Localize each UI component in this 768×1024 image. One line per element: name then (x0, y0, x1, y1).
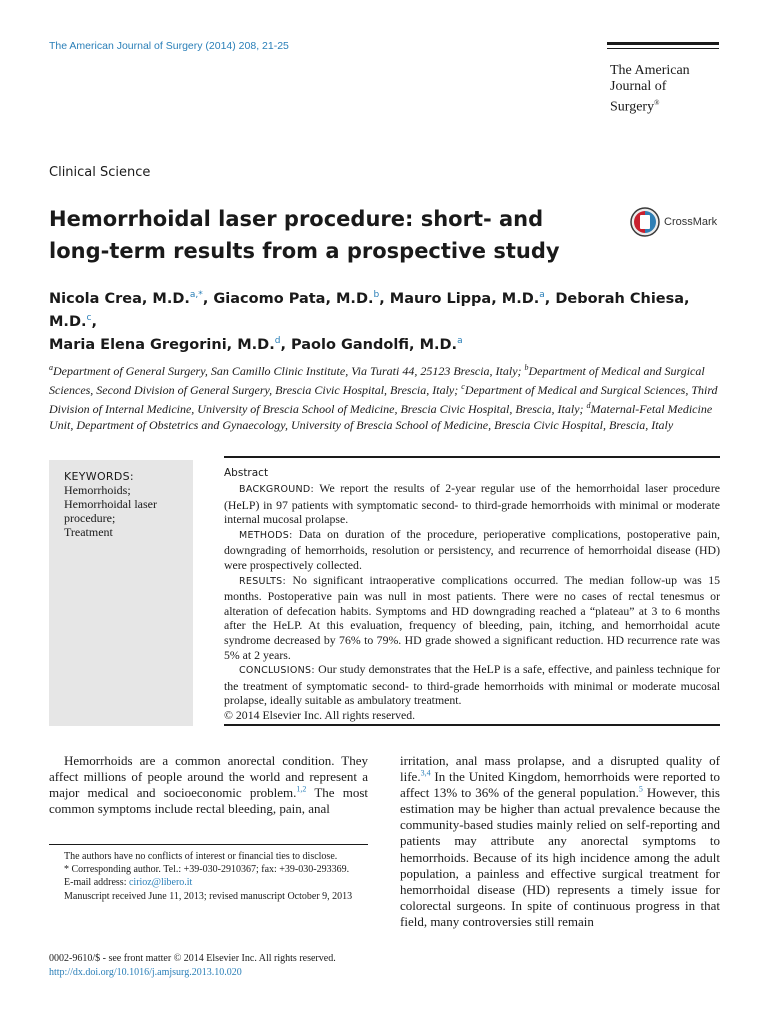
issn-line: 0002-9610/$ - see front matter © 2014 Elsevier Inc. All rights reserved. (49, 953, 336, 964)
abstract-text: No significant intraoperative complications occurred. The median follow-up was 15 months. Postoperative pain was null in most patients. There were no cases of rectal tenesmus or alteration of defecation habits. Symptoms and HD downgrading reached a “plateau” at 3 to 6 months after the HeLP. At this evaluation, frequency of bleeding, pain, itching, and hemorrhoidal acute syndrome decreased by 76% to 79%. HD grade showed a significant reduction. HD recurrence rate was 5% at 2 years. (224, 572, 720, 662)
author-name: Giacomo Pata, M.D. (213, 291, 374, 307)
affiliation-text: Department of Medical and Surgical Sciences, Second Division of General Surgery, Brescia Civic Hospital, Brescia, Italy; (49, 364, 705, 397)
abstract-label: CONCLUSIONS: (239, 665, 315, 677)
footnote-email (49, 876, 368, 889)
footnotes (49, 844, 368, 903)
author-affiliation-mark[interactable]: c (86, 313, 92, 324)
author-affiliation-mark[interactable]: a (457, 336, 463, 347)
registered-mark: ® (654, 99, 660, 107)
abstract-heading: Abstract (224, 467, 269, 479)
author-name: Mauro Lippa, M.D. (389, 291, 540, 307)
author-separator: , (544, 291, 556, 307)
body-text: In the United Kingdom, hemorrhoids were reported to affect 13% to 36% of the general population. (400, 769, 720, 801)
abstract-background (224, 481, 720, 527)
footnote-corresponding: * Corresponding author. Tel.: +39-030-2910367; fax: +39-030-293369. (64, 864, 350, 876)
journal-logo (607, 42, 719, 116)
abstract-conclusions (224, 662, 720, 708)
affiliation-text: Maternal-Fetal Medicine Unit, Department of Obstetrics and Gynaecology, University of Brescia School of Medicine, Brescia Civic Hospital, Brescia, Italy (49, 402, 713, 432)
abstract-label: METHODS: (239, 529, 293, 541)
body-text: The most common symptoms include rectal bleeding, pain, anal (49, 785, 368, 817)
body-column-left (49, 753, 368, 817)
author-affiliation-mark[interactable]: d (274, 336, 281, 347)
abstract-text: Data on duration of the procedure, perioperative complications, postoperative pain, downgrading of hemorrhoids, resolution or persistency, and recurrence of hemorrhoidal disease (HD) were prospectively collected. (224, 526, 720, 572)
author-affiliation-mark[interactable]: a (539, 290, 545, 301)
reference-link[interactable]: 1,2 (296, 784, 307, 794)
reference-link[interactable]: 5 (638, 784, 643, 794)
section-label: Clinical Science (49, 165, 151, 180)
keyword-item: procedure; (64, 511, 116, 525)
abstract-copyright: © 2014 Elsevier Inc. All rights reserved. (224, 707, 416, 722)
logo-rule-thin (607, 48, 719, 49)
affiliation-text: Department of General Surgery, San Camillo Clinic Institute, Via Turati 44, 25123 Brescia, Italy; (53, 364, 525, 378)
journal-name-line1: The American (610, 63, 690, 78)
body-text: irritation, anal mass prolapse, and a disrupted quality of life. (400, 753, 720, 785)
author-separator: , (379, 291, 390, 307)
author-name: Paolo Gandolfi, M.D. (291, 337, 458, 353)
author-name: Deborah Chiesa, M.D. (49, 291, 690, 330)
title-line-1: Hemorrhoidal laser procedure: short- and (49, 207, 544, 231)
author-separator: , (91, 314, 97, 330)
journal-name-line2 (607, 79, 719, 116)
affiliation-mark: c (461, 382, 465, 391)
abstract-label: BACKGROUND: (239, 484, 315, 495)
body-text: However, this estimation may be higher than actual prevalence because the community-based studies mainly relied on self-reporting and patients may attribute any anorectal symptoms to hemorrhoids. Because of its high incidence among the adult population, a painless and effective surgical treatment for hemorrhoidal disease (HD) represents a timely issue for colorectal surgeons. In spite of continuous progress in that field, many controversies still remain (400, 785, 720, 929)
reference-link[interactable]: 3,4 (420, 768, 431, 778)
doi-link[interactable]: http://dx.doi.org/10.1016/j.amjsurg.2013.10.020 (49, 967, 242, 978)
body-text: Hemorrhoids are a common anorectal condition. They affect millions of people around the world and represent a major medical and socioeconomic problem. (49, 753, 368, 801)
author-name: Maria Elena Gregorini, M.D. (49, 337, 275, 353)
keyword-item: Hemorrhoidal laser (64, 497, 157, 511)
affiliations (49, 360, 719, 433)
keywords-heading: KEYWORDS: (64, 470, 134, 483)
crossmark-icon (630, 207, 660, 237)
affiliation-mark: d (586, 401, 591, 410)
article-title (49, 203, 609, 267)
affiliation-mark: b (524, 363, 529, 372)
abstract-results (224, 573, 720, 663)
title-line-2: long-term results from a prospective study (49, 239, 560, 263)
author-list (49, 288, 729, 357)
author-separator: , (202, 291, 214, 307)
footnote-conflicts: The authors have no conflicts of interest or financial ties to disclose. (64, 851, 338, 862)
crossmark-label: CrossMark (664, 216, 718, 228)
abstract-text: Our study demonstrates that the HeLP is a safe, effective, and painless technique for the treatment of symptomatic second- to third-grade hemorrhoids with minimal or moderate mucosal prolapse, ideally suitable as ambulatory treatment. (224, 662, 720, 708)
keyword-item: Hemorrhoids; (64, 483, 131, 497)
body-column-right (400, 753, 720, 930)
footnote-manuscript: Manuscript received June 11, 2013; revised manuscript October 9, 2013 (64, 890, 353, 902)
author-name: Nicola Crea, M.D. (49, 291, 190, 307)
author-affiliation-mark[interactable]: a,* (189, 290, 203, 301)
crossmark-badge[interactable] (630, 207, 717, 237)
author-separator: , (280, 337, 291, 353)
logo-rule-thick (607, 42, 719, 45)
keywords-box (49, 460, 193, 726)
email-link[interactable]: cirioz@libero.it (128, 877, 193, 889)
email-label: E-mail address: (64, 877, 129, 889)
journal-name-text: Journal of Surgery (610, 79, 667, 115)
affiliation-mark: a (49, 363, 53, 372)
abstract-label: RESULTS: (239, 575, 287, 587)
affiliation-text: Department of Medical and Surgical Sciences, Third Division of Internal Medicine, University of Brescia School of Medicine, Brescia Civic Hospital, Brescia, Italy; (49, 383, 718, 416)
abstract (224, 456, 720, 726)
journal-citation[interactable]: The American Journal of Surgery (2014) 208, 21-25 (49, 40, 289, 52)
abstract-methods (224, 527, 720, 573)
abstract-text: We report the results of 2-year regular use of the hemorrhoidal laser procedure (HeLP) in 97 patients with symptomatic second- to third-grade hemorrhoids with minimal or moderate internal mucosal prolapse. (224, 481, 720, 527)
keyword-item: Treatment (64, 525, 113, 539)
author-affiliation-mark[interactable]: b (373, 290, 380, 301)
